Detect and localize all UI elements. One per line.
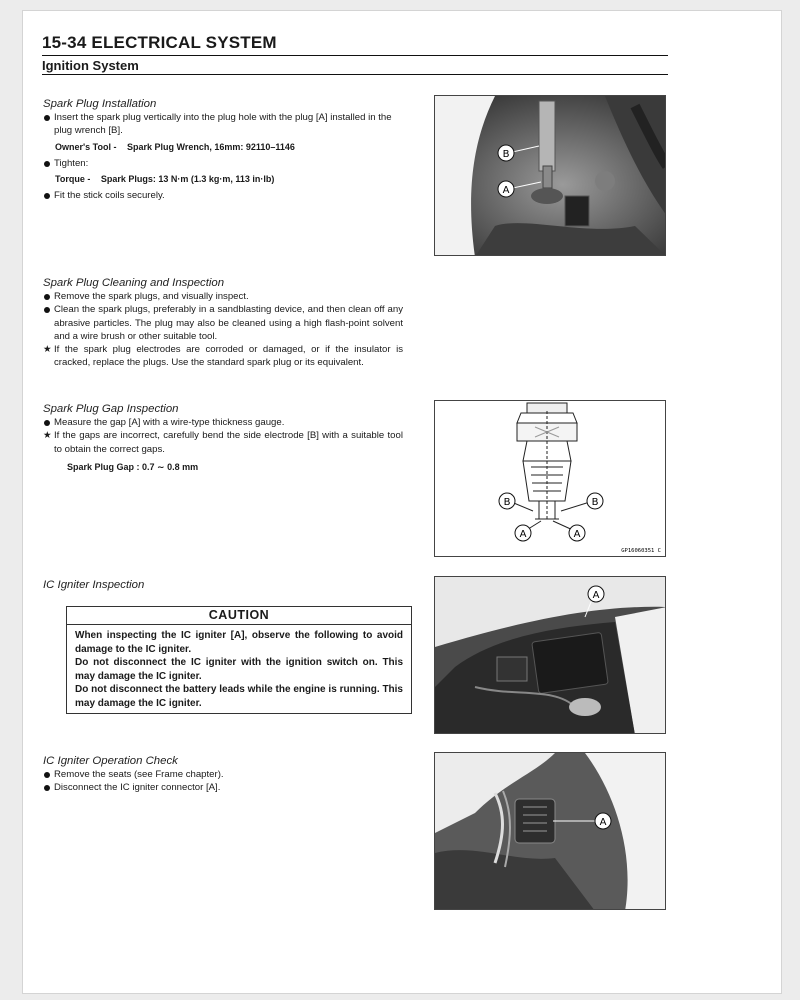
section-subtitle: Ignition System: [42, 58, 139, 73]
item-text: Disconnect the IC igniter connector [A].: [54, 782, 221, 794]
callout-b-right: B: [591, 497, 599, 508]
spark-plug-gap-diagram: [434, 400, 666, 557]
item-text: Measure the gap [A] with a wire-type thickness gauge.: [54, 417, 285, 428]
item-text: Tighten:: [54, 157, 89, 169]
list-item: [43, 290, 403, 303]
spark-plug-wrench-photo: [434, 95, 666, 256]
callout-b-left: B: [503, 497, 511, 508]
item-text: Insert the spark plug vertically into the plug hole with the plug [A] installed in the plug wrench [B].: [54, 112, 392, 137]
callout-a: A: [599, 817, 607, 828]
list-item: [43, 429, 403, 456]
item-text: If the spark plug electrodes are corroded or damaged, or if the insulator is cracked, replace the plugs. Use the standard spark plug or its equivalent.: [54, 344, 403, 369]
item-text: Remove the spark plugs, and visually inspect.: [54, 291, 249, 302]
igniter-section: [43, 578, 403, 592]
caution-line: Do not disconnect the battery leads while the engine is running. This may damage the IC igniter.: [75, 684, 403, 709]
item-text: Remove the seats (see Frame chapter).: [54, 769, 224, 780]
torque-value: Spark Plugs: 13 N·m (1.3 kg·m, 113 in·lb): [100, 174, 275, 185]
cleaning-section: [43, 276, 403, 370]
gap-section: [43, 402, 403, 477]
ic-igniter-photo: [434, 576, 666, 734]
caution-title: CAUTION: [67, 607, 411, 625]
callout-a: A: [592, 590, 600, 601]
caution-line: When inspecting the IC igniter [A], observe the following to avoid damage to the IC igniter.: [75, 630, 403, 655]
list-item: [43, 781, 403, 794]
tool-value: Spark Plug Wrench, 16mm: 92110–1146: [127, 141, 295, 152]
torque-label: Torque -: [55, 174, 91, 185]
list-item: [43, 111, 403, 138]
caution-body: [67, 625, 411, 715]
gap-spec: Spark Plug Gap : 0.7 ∼ 0.8 mm: [67, 461, 199, 472]
callout-b: B: [502, 149, 510, 160]
callout-a: A: [502, 185, 510, 196]
list-item: [43, 416, 403, 429]
installation-title: Spark Plug Installation: [43, 98, 157, 110]
list-item: [43, 768, 403, 781]
star-icon: ★: [43, 344, 52, 356]
figure-code: GP16060351 C: [621, 548, 661, 554]
igniter-title: IC Igniter Inspection: [43, 579, 145, 591]
list-item: [43, 157, 403, 170]
ic-igniter-connector-photo: [434, 752, 666, 910]
item-text: Clean the spark plugs, preferably in a sandblasting device, and then clean off any abrasive particles. The plug may also be cleaned using a high flash-point solvent and a wire brush or other suitable tool.: [54, 304, 403, 342]
operation-title: IC Igniter Operation Check: [43, 755, 178, 767]
star-icon: ★: [43, 430, 52, 442]
page-title: 15-34 ELECTRICAL SYSTEM: [42, 33, 277, 52]
torque-spec: [43, 173, 403, 186]
callout-a-right: A: [573, 529, 581, 540]
operation-section: [43, 754, 403, 795]
list-item: [43, 189, 403, 202]
page-header: [42, 33, 668, 75]
list-item: [43, 303, 403, 343]
installation-section: [43, 97, 403, 203]
item-text: Fit the stick coils securely.: [54, 190, 165, 202]
tool-spec: [43, 141, 403, 154]
caution-line: Do not disconnect the IC igniter with the ignition switch on. This may damage the IC igniter.: [75, 657, 403, 682]
cleaning-title: Spark Plug Cleaning and Inspection: [43, 277, 225, 289]
list-item: [43, 343, 403, 370]
caution-box: [66, 606, 412, 714]
callout-a-left: A: [519, 529, 527, 540]
subtitle-rule: [42, 74, 668, 75]
item-text: If the gaps are incorrect, carefully bend the side electrode [B] with a suitable tool to obtain the correct gaps.: [54, 430, 403, 455]
gap-title: Spark Plug Gap Inspection: [43, 403, 179, 415]
tool-label: Owner's Tool -: [55, 141, 117, 152]
